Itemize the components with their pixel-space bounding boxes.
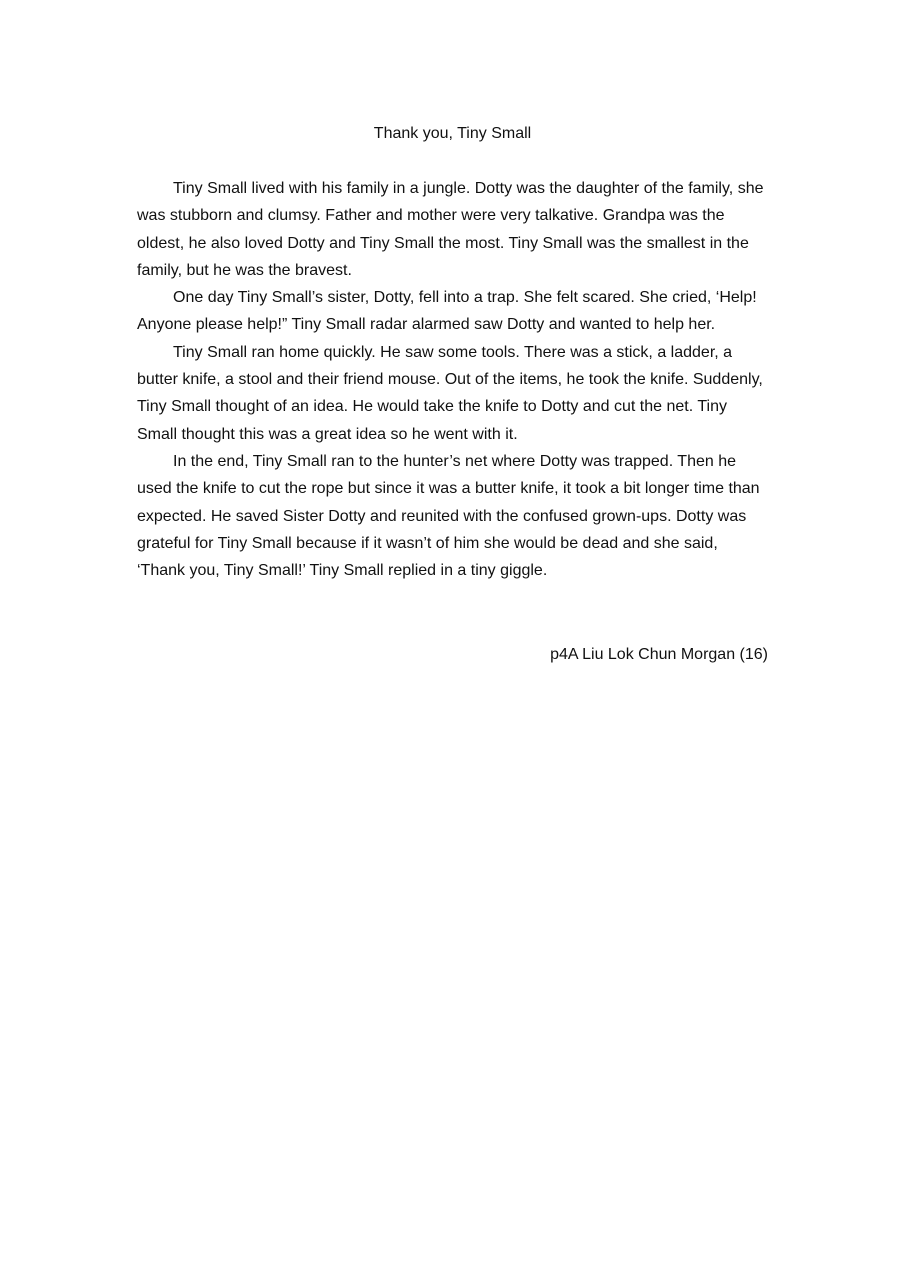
- paragraph-1: Tiny Small lived with his family in a jungle. Dotty was the daughter of the family, she was stubborn and clumsy. Father and mother were very talkative. Grandpa was the oldest, he also loved Dotty and Tiny Small the most. Tiny Small was the smallest in the family, but he was the bravest.: [137, 180, 764, 279]
- document-body: [137, 175, 769, 584]
- author-signature: p4A Liu Lok Chun Morgan (16): [550, 646, 768, 663]
- paragraph-3: Tiny Small ran home quickly. He saw some tools. There was a stick, a ladder, a butter knife, a stool and their friend mouse. Out of the items, he took the knife. Suddenly, Tiny Small thought of an idea. He would take the knife to Dotty and cut the net. Tiny Small thought this was a great idea so he went with it.: [137, 343, 763, 443]
- paragraph-4: In the end, Tiny Small ran to the hunter’s net where Dotty was trapped. Then he used the knife to cut the rope but since it was a butter knife, it took a bit longer time than expected. He saved Sister Dotty and reunited with the confused grown-ups. Dotty was grateful for Tiny Small because if it wasn’t of him she would be dead and she said, ‘Thank you, Tiny Small!’ Tiny Small replied in a tiny giggle.: [137, 452, 760, 580]
- document-title: Thank you, Tiny Small: [373, 125, 532, 142]
- paragraph-2: One day Tiny Small’s sister, Dotty, fell into a trap. She felt scared. She cried, ‘Help! Anyone please help!” Tiny Small radar alarmed saw Dotty and wanted to help her.: [137, 289, 757, 334]
